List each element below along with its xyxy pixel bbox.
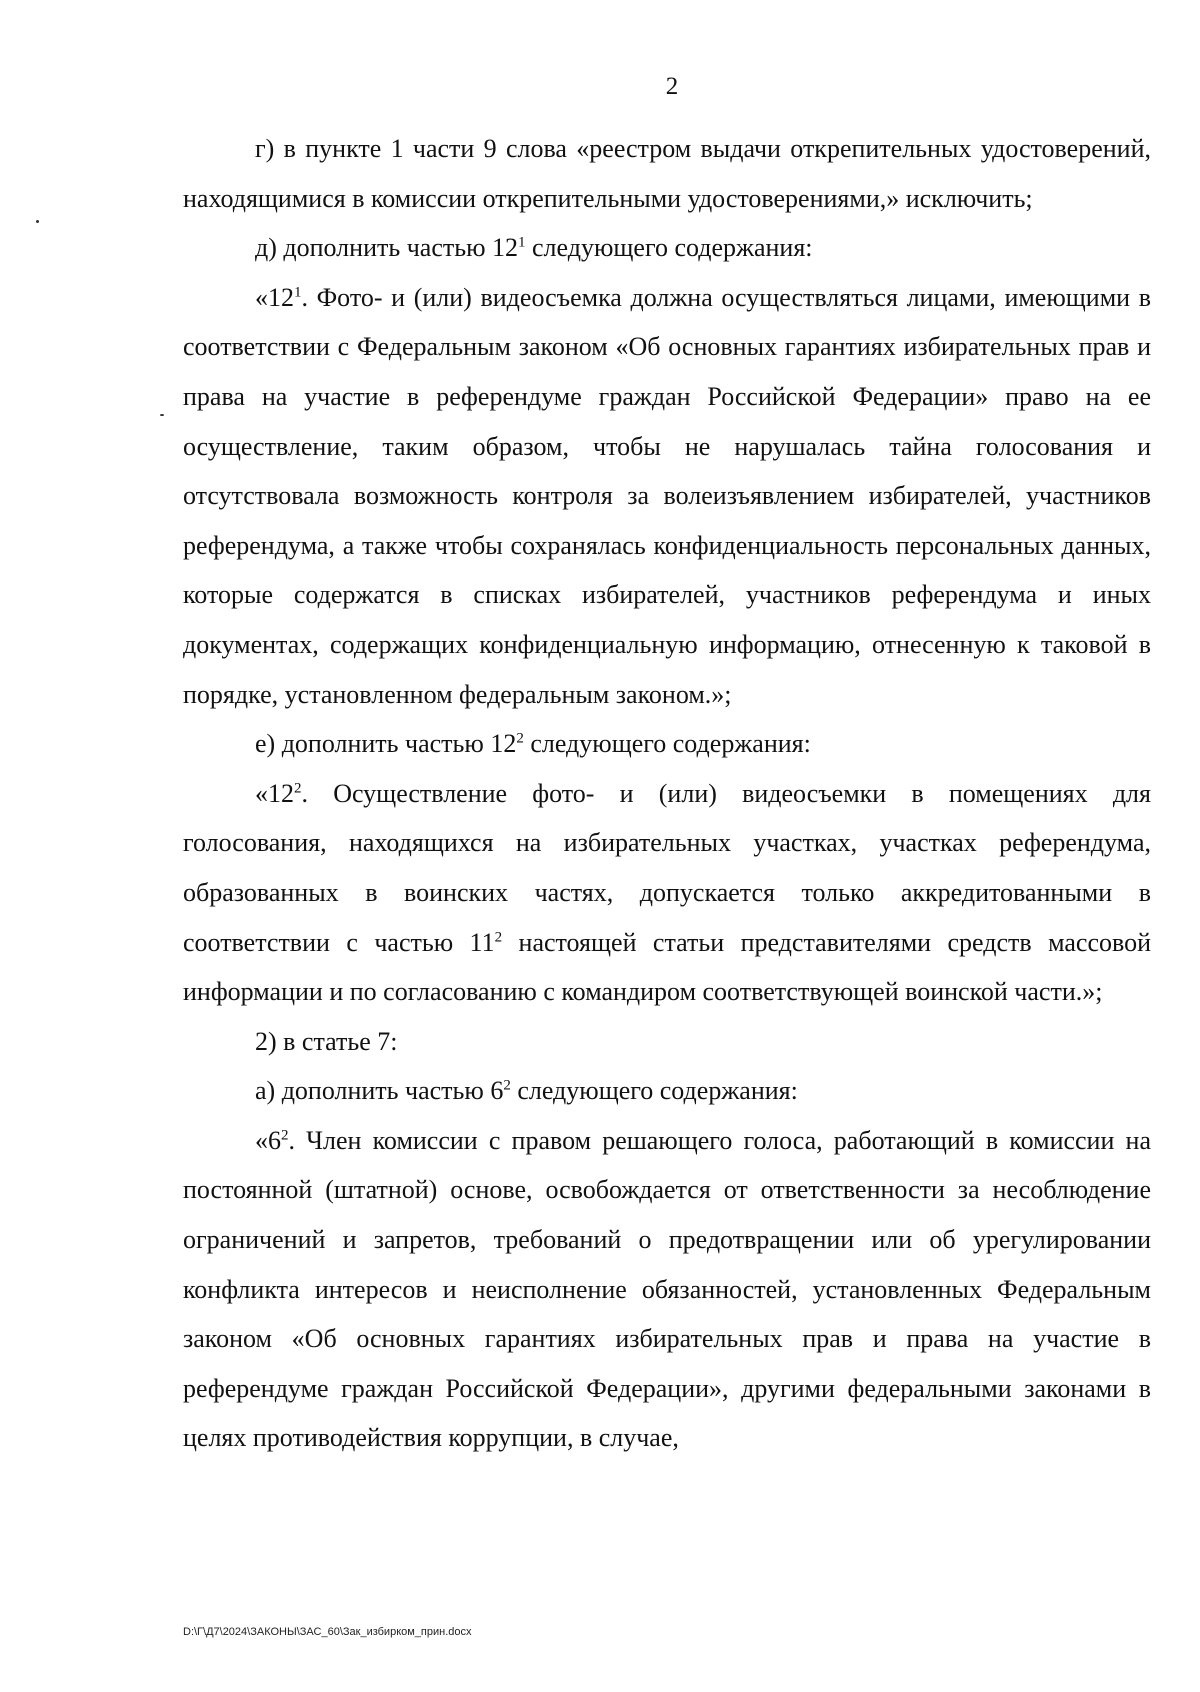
text-run: «6	[255, 1125, 281, 1155]
paragraph-item-g: г) в пункте 1 части 9 слова «реестром выдачи открепительных удостоверений, находящимися в комиссии открепительными удостоверениями,» исключить;	[183, 134, 1151, 213]
text-run: следующего содержания:	[510, 1076, 798, 1106]
paragraph-item-e	[183, 719, 1151, 769]
superscript: 2	[494, 928, 503, 945]
paragraph-article-7: 2) в статье 7:	[255, 1026, 398, 1056]
text-run: . Член комиссии с правом решающего голоса, работающий в комиссии на постоянной (штатной) основе, освобождается от ответственности за несоблюдение ограничений и запретов, требований о предотвращении или об урегулировании конфликта интересов и неисполнение обязанностей, установленных Федеральным законом «Об основных гарантиях избирательных прав и права на участие в референдуме граждан Российской Федерации», другими федеральными законами в целях противодействия коррупции, в случае,	[183, 1125, 1151, 1453]
text-run: настоящей статьи представителями средств массовой информации и по согласованию с командиром соответствующей воинской части.»;	[183, 927, 1151, 1007]
paragraph-part-12-2	[183, 769, 1151, 1017]
superscript: 2	[503, 1077, 511, 1094]
paragraph-part-6-2	[183, 1116, 1151, 1463]
text-run: «12	[255, 778, 294, 808]
page-number: 2	[665, 73, 679, 100]
superscript: 1	[294, 284, 302, 301]
scan-speck	[36, 220, 39, 223]
superscript: 1	[518, 234, 526, 251]
text-run: следующего содержания:	[525, 233, 813, 263]
text-run: а) дополнить частью 6	[255, 1076, 504, 1106]
text-run: . Осуществление фото- и (или) видеосъемки в помещениях для голосования, находящихся на избирательных участках, участках референдума, образованных в воинских частях, допускается только аккредитованными в соответствии с частью 11	[183, 778, 1151, 957]
paragraph-item-d	[183, 223, 1151, 273]
text-run: д) дополнить частью 12	[255, 233, 519, 263]
text-run: следующего содержания:	[523, 729, 811, 759]
superscript: 2	[281, 1127, 289, 1144]
text-run: е) дополнить частью 12	[255, 729, 517, 759]
superscript: 2	[516, 730, 524, 747]
scan-speck	[160, 414, 164, 416]
text-run: . Фото- и (или) видеосъемка должна осуществляться лицами, имеющими в соответствии с Федеральным законом «Об основных гарантиях избирательных прав и права на участие в референдуме граждан Российской Федерации» право на ее осуществление, таким образом, чтобы не нарушалась тайна голосования и отсутствовала возможность контроля за волеизъявлением избирателей, участников референдума, а также чтобы сохранялась конфиденциальность персональных данных, которые содержатся в списках избирателей, участников референдума и иных документах, содержащих конфиденциальную информацию, отнесенную к таковой в порядке, установленном федеральным законом.»;	[183, 282, 1151, 709]
paragraph-part-12-1	[183, 273, 1151, 719]
paragraph-item-a	[183, 1066, 1151, 1116]
document-body	[183, 124, 1151, 1463]
text-run: «12	[255, 282, 294, 312]
file-path-footer: D:\Г\Д7\2024\ЗАКОНЫ\ЗАС_60\Зак_избирком_прин.docx	[183, 1626, 472, 1638]
superscript: 2	[294, 780, 302, 797]
